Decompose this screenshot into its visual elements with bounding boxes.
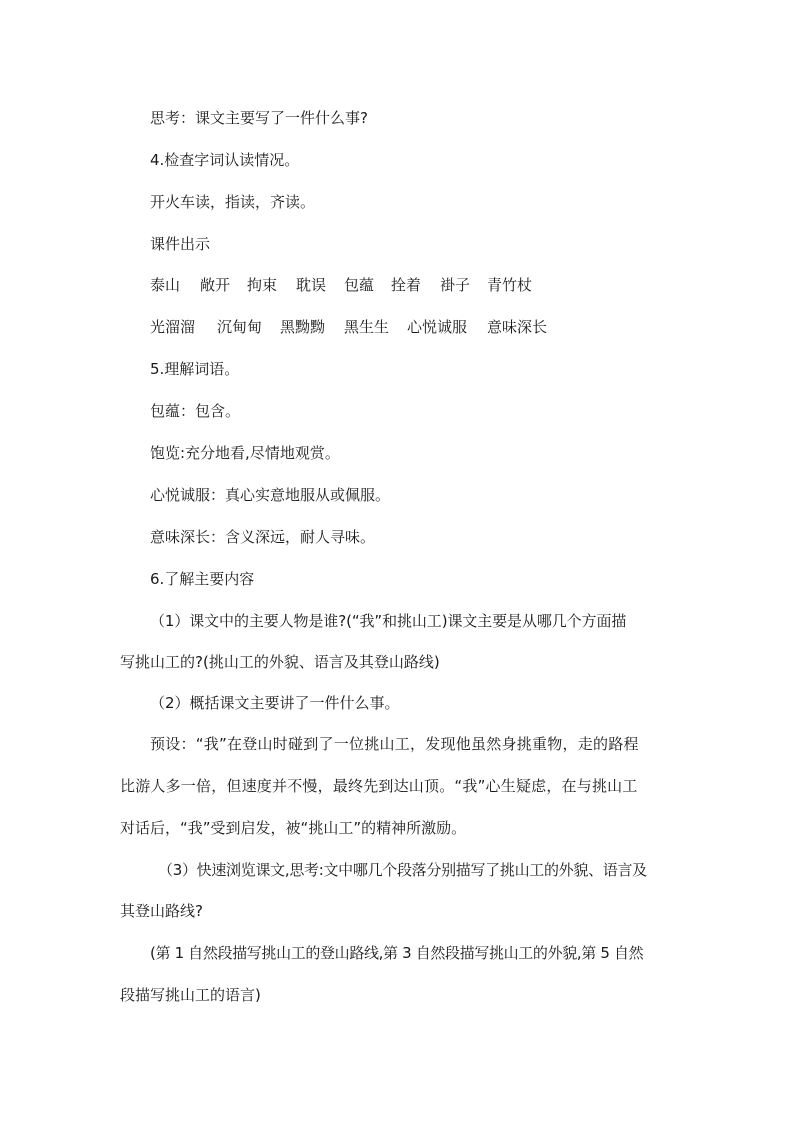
vocab-word: 褂子 <box>440 276 471 294</box>
step-5-heading: 5.理解词语。 <box>150 360 240 378</box>
step-4-heading: 4.检查字词认读情况。 <box>150 151 300 169</box>
vocab-word: 拴着 <box>391 276 422 294</box>
question-3-line-1: （3）快速浏览课文,思考:文中哪几个段落分别描写了挑山工的外貌、语言及 <box>158 861 647 879</box>
vocab-word: 青竹杖 <box>487 276 533 294</box>
vocab-word: 黑黝黝 <box>280 318 326 336</box>
definition: 心悦诚服：真心实意地服从或佩服。 <box>150 486 391 504</box>
definition: 饱览:充分地看,尽情地观赏。 <box>150 444 340 462</box>
definition: 意味深长：含义深远，耐人寻味。 <box>150 528 376 546</box>
preset-answer-line-3: 对话后，“我”受到启发，被“挑山工”的精神所激励。 <box>120 819 467 837</box>
vocab-word: 泰山 <box>150 276 181 294</box>
step-6-heading: 6.了解主要内容 <box>150 570 255 588</box>
question-1-line-1: （1）课文中的主要人物是谁?(“我”和挑山工)课文主要是从哪几个方面描 <box>150 612 627 630</box>
vocab-word: 包蕴 <box>344 276 375 294</box>
preset-answer-line-2: 比游人多一倍，但速度并不慢，最终先到达山顶。“我”心生疑虑，在与挑山工 <box>120 777 638 795</box>
vocab-word: 拘束 <box>247 276 278 294</box>
vocab-row-2 <box>150 317 750 337</box>
think-question: 思考：课文主要写了一件什么事? <box>150 109 368 127</box>
vocab-word: 意味深长 <box>487 318 548 336</box>
definition: 包蕴：包含。 <box>150 402 241 420</box>
vocab-word: 敞开 <box>200 276 231 294</box>
question-3-line-2: 其登山路线? <box>120 902 203 920</box>
vocab-word: 心悦诚服 <box>407 318 468 336</box>
vocab-word: 光溜溜 <box>150 318 196 336</box>
vocab-word: 黑生生 <box>344 318 390 336</box>
vocab-word: 耽误 <box>296 276 327 294</box>
courseware-label: 课件出示 <box>150 235 211 253</box>
vocab-word: 沉甸甸 <box>217 318 263 336</box>
read-methods: 开火车读，指读，齐读。 <box>150 193 316 211</box>
question-2: （2）概括课文主要讲了一件什么事。 <box>150 694 400 712</box>
preset-answer-line-1: 预设：“我”在登山时碰到了一位挑山工，发现他虽然身挑重物，走的路程 <box>150 735 639 753</box>
question-1-line-2: 写挑山工的?(挑山工的外貌、语言及其登山路线) <box>120 653 440 671</box>
answer-line-2: 段描写挑山工的语言) <box>120 986 261 1004</box>
vocab-row-1 <box>150 275 750 295</box>
answer-line-1: (第 1 自然段描写挑山工的登山路线,第 3 自然段描写挑山工的外貌,第 5 自然 <box>150 944 644 962</box>
